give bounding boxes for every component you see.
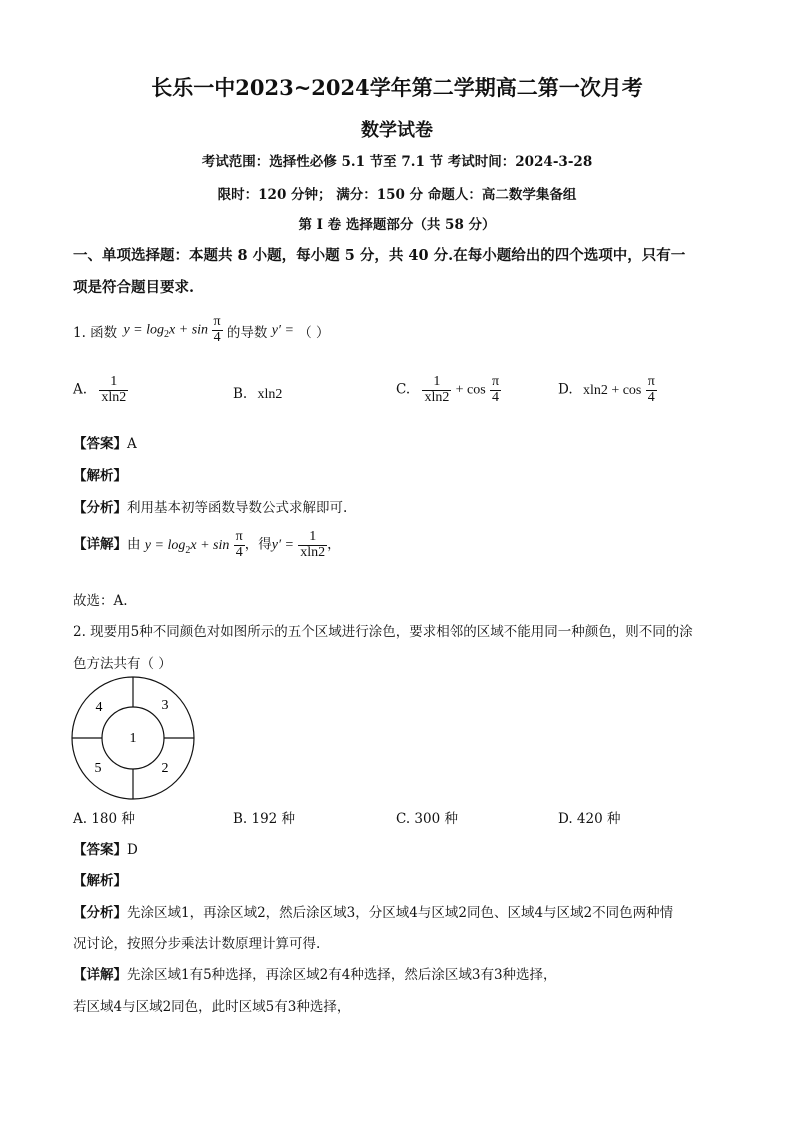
- q2-region-2: 2: [161, 761, 169, 776]
- q1-option-d-pi: $\frac{\pi}{4}$: [647, 374, 655, 405]
- q2-option-d: D. 420 种: [558, 811, 621, 827]
- q2-ring-figure: [68, 676, 198, 806]
- exam-subtitle: 数学试卷: [361, 120, 433, 141]
- q1-yprime: y′ =: [271, 323, 294, 338]
- q1-stem: [73, 315, 330, 357]
- q1-detail: 【详解】由 $y = \log_2x + \sin$ $\frac{\pi}{4}$ ，得y′ = $\frac{1}{xln2}$ ，: [73, 529, 341, 560]
- section-heading-line1: 一、单项选择题：本题共 8 小题，每小题 5 分，共 40 分.在每小题给出的四个选项中，只有一: [73, 247, 686, 264]
- q1-option-d: D. xln2 + cos $\frac{\pi}{4}$: [558, 374, 655, 405]
- q1-conclusion: 故选：A.: [73, 593, 128, 609]
- q2-region-4: 4: [95, 700, 103, 715]
- q1-func-pre: y = log: [123, 322, 165, 338]
- q1-stem-suffix: （ ）: [298, 325, 330, 342]
- q1-func-base: 2: [164, 329, 170, 341]
- q2-detail-line2: 若区域4与区域2同色，此时区域5有3种选择，: [73, 999, 351, 1015]
- q1-option-a: A. $\frac{1}{xln2}$: [73, 374, 127, 405]
- q2-answer: 【答案】D: [73, 842, 138, 858]
- q1-answer: 【答案】A: [73, 436, 137, 452]
- q2-region-3: 3: [161, 698, 169, 713]
- q2-detail-line1: 【详解】先涂区域1有5种选择，再涂区域2有4种选择，然后涂区域3有3种选择，: [73, 967, 557, 983]
- exam-time-line: 限时：120 分钟； 满分：150 分 命题人：高二数学集备组: [217, 187, 577, 203]
- q2-region-5: 5: [94, 761, 102, 776]
- q2-region-1: 1: [129, 731, 137, 746]
- q2-stem-line2: 色方法共有（ ）: [73, 656, 172, 672]
- exam-scope-line: 考试范围：选择性必修 5.1 节至 7.1 节 考试时间：2024-3-28: [201, 154, 593, 170]
- q1-option-c: C. $\frac{1}{xln2}$ + cos $\frac{\pi}{4}$: [396, 374, 500, 405]
- q1-option-a-frac: $\frac{1}{xln2}$: [101, 374, 127, 405]
- q2-option-c: C. 300 种: [396, 811, 458, 827]
- q1-func-mid: x + sin: [169, 322, 209, 338]
- q2-fenxi-line2: 况讨论，按照分步乘法计数原理计算可得.: [73, 936, 321, 952]
- part-title: 第 I 卷 选择题部分（共 58 分）: [298, 217, 496, 233]
- exam-title: 长乐一中2023~2024学年第二学期高二第一次月考: [151, 75, 643, 100]
- q2-analysis-tag: 【解析】: [73, 873, 127, 889]
- q1-option-c-frac: $\frac{1}{xln2}$: [424, 374, 450, 405]
- q1-pi-over-4: $\frac{\pi}{4}$: [213, 314, 221, 345]
- q1-function: [123, 315, 222, 345]
- q1-stem-prefix: 1. 函数: [73, 325, 118, 342]
- q1-option-c-pi: $\frac{\pi}{4}$: [491, 374, 500, 405]
- q2-fenxi-line1: 【分析】先涂区域1，再涂区域2，然后涂区域3，分区域4与区域2同色、区域4与区域2不同色两种情: [73, 905, 674, 921]
- q2-option-a: A. 180 种: [73, 811, 135, 827]
- q2-stem-line1: 2. 现要用5种不同颜色对如图所示的五个区域进行涂色，要求相邻的区域不能用同一种颜色，则不同的涂: [73, 624, 693, 640]
- q1-analysis-tag: 【解析】: [73, 468, 127, 484]
- q1-detail-function: $y = \log_2x + \sin$: [144, 537, 230, 556]
- section-heading-line2: 项是符合题目要求.: [73, 279, 195, 296]
- q1-fenxi: 【分析】利用基本初等函数导数公式求解即可.: [73, 500, 348, 516]
- q1-option-b: B. xln2: [233, 386, 283, 402]
- q1-stem-mid: 的导数: [226, 325, 268, 342]
- q2-option-b: B. 192 种: [233, 811, 296, 827]
